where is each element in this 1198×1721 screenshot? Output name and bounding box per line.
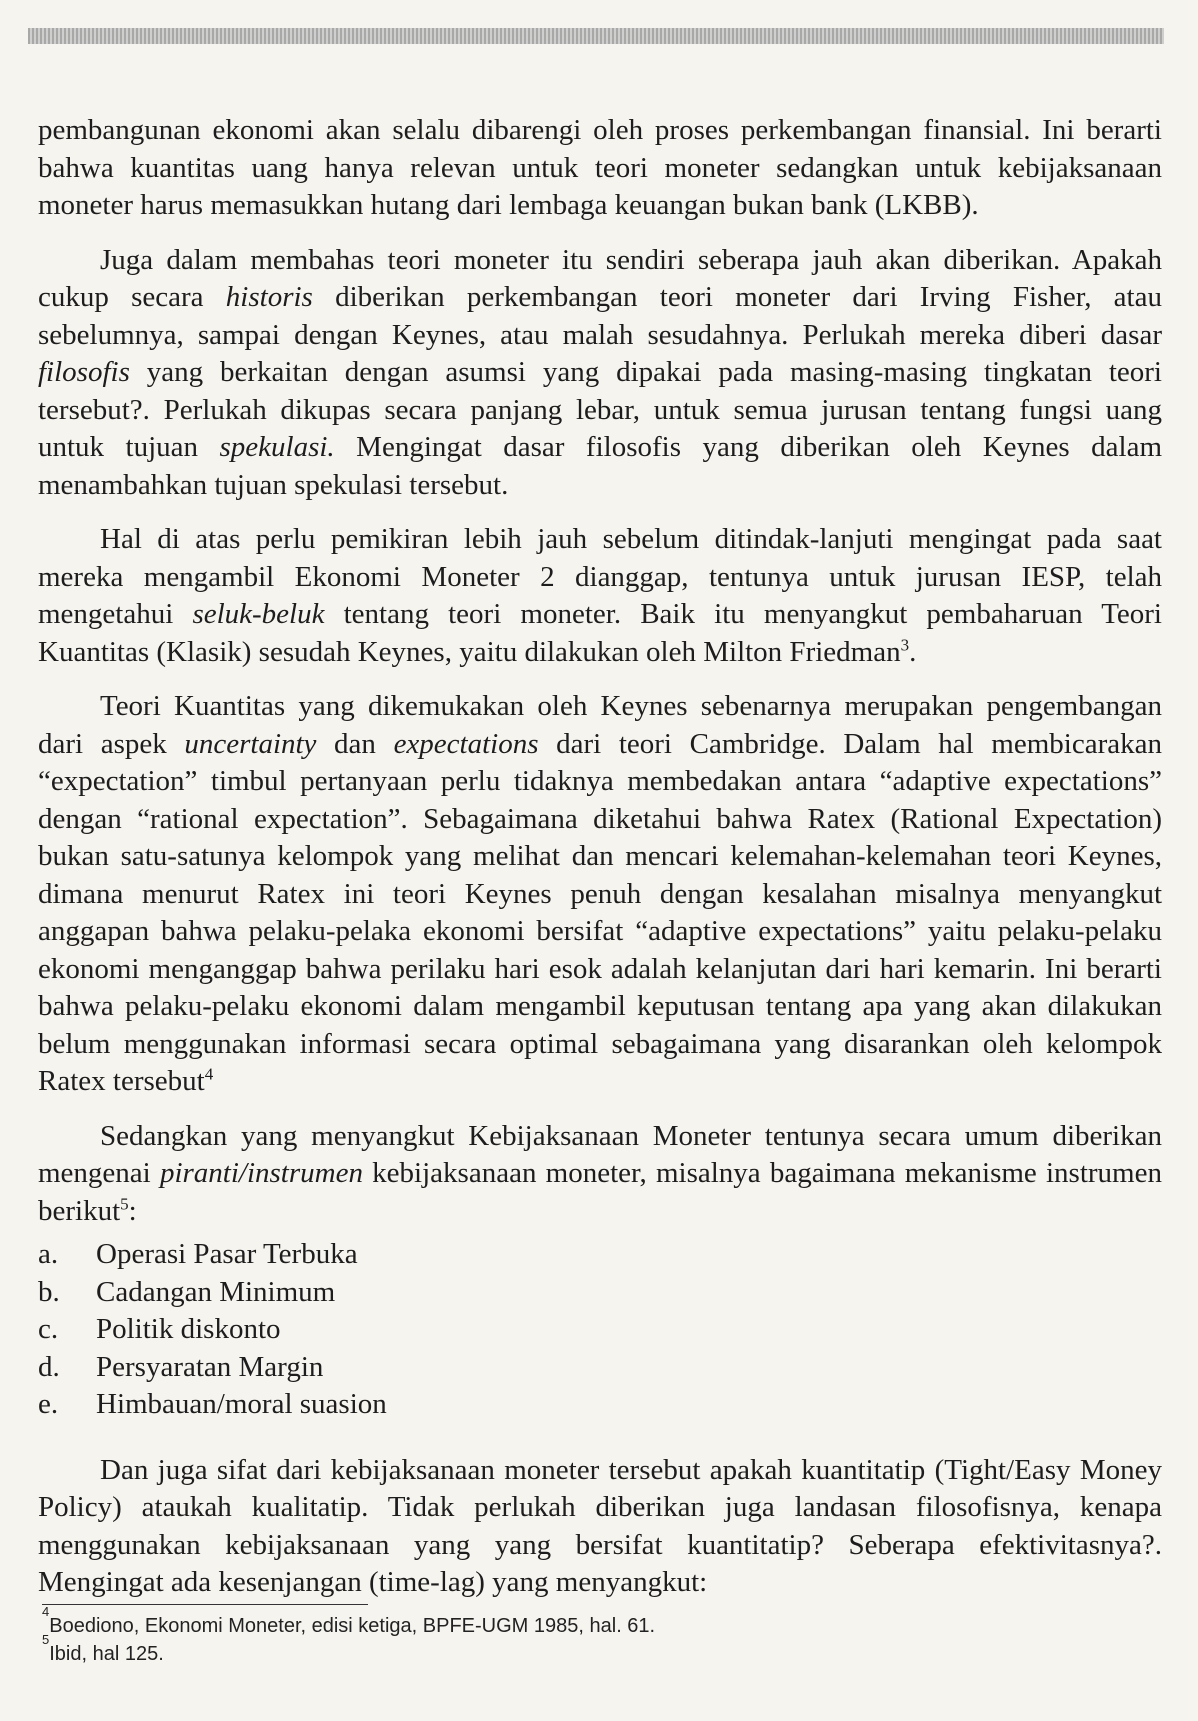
- footnote-4: [42, 1604, 1142, 1640]
- list-item-letter: b.: [38, 1275, 60, 1308]
- list-item-letter: e.: [38, 1388, 59, 1420]
- footnote-divider: [42, 1604, 368, 1605]
- list-item-text: Himbauan/moral suasion: [96, 1388, 387, 1420]
- p3-text-a: Hal di atas perlu pemikiran lebih jauh sebelum ditindak-lanjuti mengingat pada saat mereka mengambil Ekonomi Moneter 2 dianggap, tentunya untuk jurusan IESP, telah mengetahui: [38, 523, 1162, 630]
- list-item: [38, 1311, 1162, 1349]
- footnote-ref-5: 5: [120, 1193, 129, 1213]
- paragraph-1-text: pembangunan ekonomi akan selalu dibarengi oleh proses perkembangan finansial. Ini berarti bahwa kuantitas uang hanya relevan untuk teori moneter sedangkan untuk kebijaksanaan moneter harus memasukkan hutang dari lembaga keuangan bukan bank (LKBB).: [38, 114, 1162, 221]
- list-item: [38, 1274, 1162, 1312]
- p5-text-a: Sedangkan yang menyangkut Kebijaksanaan Moneter tentunya secara umum diberikan mengenai: [38, 1119, 1162, 1189]
- p4-text-a: Teori Kuantitas yang dikemukakan oleh Keynes sebenarnya merupakan pengembangan dari aspek: [38, 690, 1162, 760]
- p2-text-d: Mengingat dasar filosofis yang diberikan oleh Keynes dalam menambahkan tujuan spekulasi tersebut.: [38, 431, 1163, 501]
- paragraph-4: [38, 688, 1162, 1101]
- scan-top-band: [28, 28, 1164, 44]
- footnote-number: 4: [42, 1604, 50, 1619]
- footnote-5: [42, 1632, 1142, 1668]
- p4-italic-uncertainty: uncertainty: [184, 727, 317, 760]
- p2-italic-filosofis: filosofis: [38, 356, 130, 388]
- p2-text-a: Juga dalam membahas teori moneter itu sendiri seberapa jauh akan diberikan. Apakah cukup secara: [38, 243, 1162, 313]
- footnote-text: Boediono, Ekonomi Moneter, edisi ketiga, BPFE-UGM 1985, hal. 61.: [49, 1615, 656, 1637]
- footnote-text: Ibid, hal 125.: [49, 1643, 164, 1665]
- p5-text-b: kebijaksanaan moneter, misalnya bagaimana mekanisme instrumen berikut: [38, 1157, 1162, 1227]
- p5-text-c: :: [128, 1194, 137, 1227]
- list-item-text: Persyaratan Margin: [96, 1350, 324, 1383]
- list-item: [38, 1349, 1162, 1387]
- paragraph-2: [38, 242, 1162, 505]
- paragraph-1: [38, 112, 1162, 225]
- list-item: [38, 1386, 1162, 1424]
- footnote-ref-3: 3: [900, 634, 910, 654]
- paragraph-3: [38, 521, 1162, 671]
- footnote-number: 5: [42, 1632, 50, 1647]
- p4-text-b: dan: [316, 727, 394, 760]
- p4-italic-expectations: expectations: [393, 727, 539, 760]
- paragraph-5: [38, 1118, 1162, 1231]
- list-item-letter: a.: [38, 1238, 59, 1270]
- list-item-text: Cadangan Minimum: [96, 1275, 336, 1308]
- list-item-text: Politik diskonto: [96, 1313, 281, 1345]
- p3-text-b: tentang teori moneter. Baik itu menyangkut pembaharuan Teori Kuantitas (Klasik) sesudah Keynes, yaitu dilakukan oleh Milton Friedman: [38, 598, 1162, 668]
- instrument-list: [38, 1236, 1162, 1424]
- list-item: [38, 1236, 1162, 1274]
- p2-italic-spekulasi: spekulasi.: [219, 431, 335, 463]
- footnote-ref-4: 4: [204, 1064, 214, 1084]
- list-item-text: Operasi Pasar Terbuka: [96, 1238, 358, 1270]
- p2-text-c: yang berkaitan dengan asumsi yang dipakai pada masing-masing tingkatan teori tersebut?. Perlukah dikupas secara panjang lebar, untuk semua jurusan tentang fungsi uang untuk tujuan: [38, 356, 1162, 463]
- p4-text-c: dari teori Cambridge. Dalam hal membicarakan “expectation” timbul pertanyaan perlu tidaknya membedakan antara “adaptive expectations” dengan “rational expectation”. Sebagaimana diketahui bahwa Ratex (Rational Expectation) bukan satu-satunya kelompok yang melihat dan mencari kelemahan-kelemahan teori Keynes, dimana menurut Ratex ini teori Keynes penuh dengan kesalahan misalnya menyangkut anggapan bahwa pelaku-pelaka ekonomi bersifat “adaptive expectations” yaitu pelaku-pelaku ekonomi menganggap bahwa perilaku hari esok adalah kelanjutan dari hari kemarin. Ini berarti bahwa pelaku-pelaku ekonomi dalam mengambil keputusan tentang apa yang akan dilakukan belum menggunakan informasi secara optimal sebagaimana yang disarankan oleh kelompok Ratex tersebut: [38, 727, 1162, 1097]
- paragraph-6: [38, 1452, 1162, 1602]
- list-item-letter: d.: [38, 1350, 60, 1383]
- p5-italic-piranti: piranti/instrumen: [159, 1157, 363, 1189]
- paragraph-6-text: Dan juga sifat dari kebijaksanaan moneter tersebut apakah kuantitatip (Tight/Easy Money Policy) ataukah kualitatip. Tidak perlukah diberikan juga landasan filosofisnya, kenapa menggunakan kebijaksanaan yang yang bersifat kuantitatip? Seberapa efektivitasnya?. Mengingat ada kesenjangan (time-lag) yang menyangkut:: [38, 1453, 1162, 1598]
- p3-italic-seluk-beluk: seluk-beluk: [192, 598, 325, 630]
- p3-text-c: .: [909, 635, 917, 668]
- page-body: [38, 112, 1162, 1619]
- p2-italic-historis: historis: [225, 281, 313, 313]
- footnotes: [42, 1604, 1142, 1668]
- list-item-letter: c.: [38, 1313, 59, 1345]
- p2-text-b: diberikan perkembangan teori moneter dari Irving Fisher, atau sebelumnya, sampai dengan Keynes, atau malah sesudahnya. Perlukah mereka diberi dasar: [38, 281, 1162, 351]
